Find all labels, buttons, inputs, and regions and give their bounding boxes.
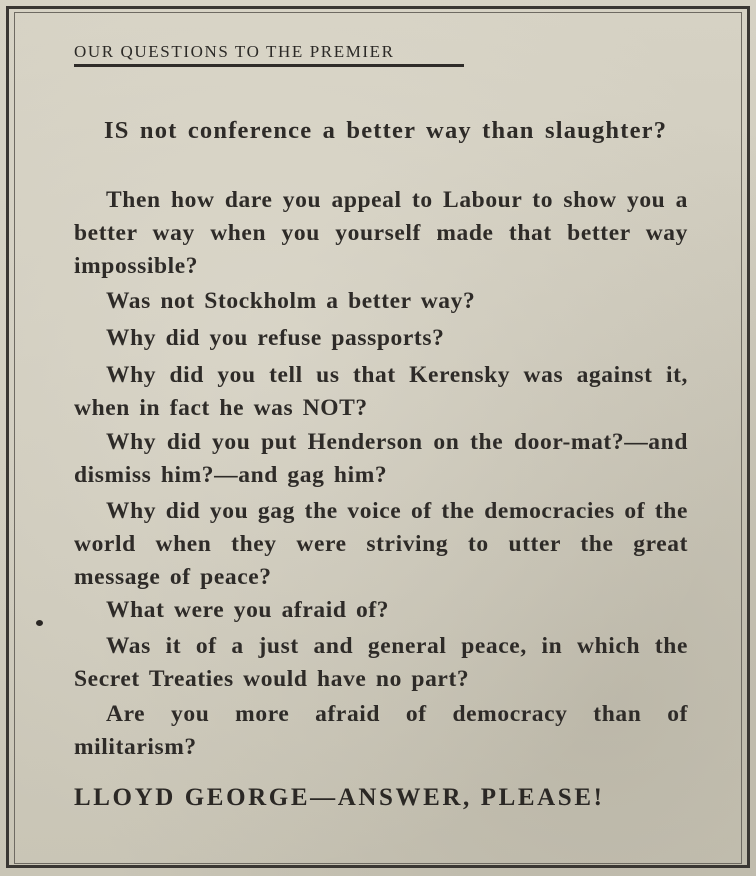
question-paragraph: Then how dare you appeal to Labour to show you a better way when you yourself made that better way impossible? [74,187,688,279]
question-paragraph: Why did you refuse passports? [106,325,445,351]
article-heading: OUR QUESTIONS TO THE PREMIER [74,42,395,61]
question-paragraph: Was not Stockholm a better way? [106,288,476,314]
question-paragraph: Why did you tell us that Kerensky was against it, when in fact he was NOT? [74,362,688,421]
heading-underline [74,64,464,67]
question-paragraph: Are you more afraid of democracy than of militarism? [74,701,688,760]
ink-smudge [36,620,43,626]
question-paragraph: What were you afraid of? [106,597,390,623]
question-paragraph: Was it of a just and general peace, in which the Secret Treaties would have no part? [74,633,688,692]
question-paragraph: Why did you gag the voice of the democracies of the world when they were striving to utter the great message of peace? [74,498,688,590]
question-paragraph: Why did you put Henderson on the door-mat?—and dismiss him?—and gag him? [74,429,688,488]
question-paragraph: IS not conference a better way than slaughter? [104,117,668,144]
closing-line: LLOYD GEORGE—ANSWER, PLEASE! [74,784,605,811]
